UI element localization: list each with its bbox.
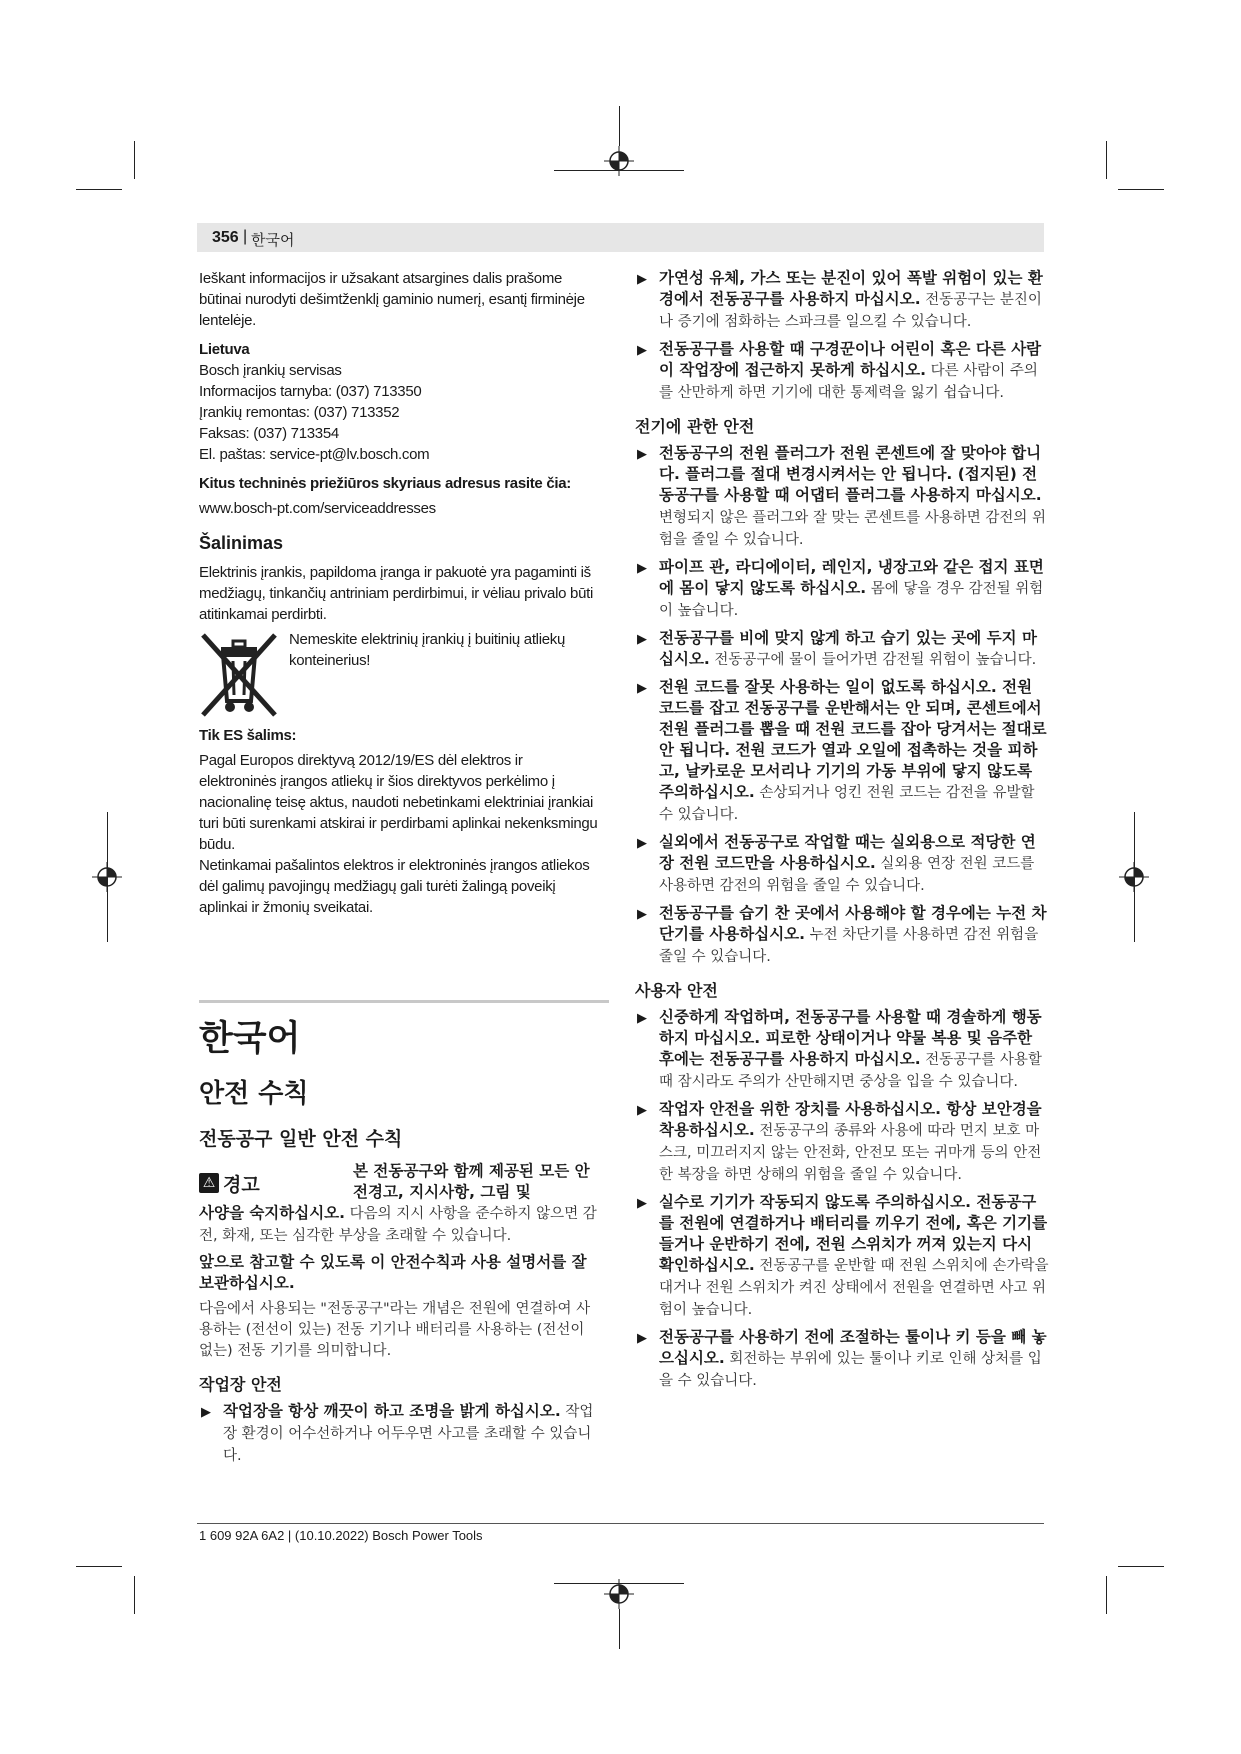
bullet-icon: ▶ bbox=[637, 1196, 647, 1211]
other-service-heading: Kitus techninės priežiūros skyriaus adresus rasite čia: bbox=[199, 475, 571, 492]
weee-block bbox=[199, 629, 603, 719]
disposal-heading: Šalinimas bbox=[199, 533, 284, 553]
list-item: ▶ 실수로 기기가 작동되지 않도록 주의하십시오. 전동공구를 전원에 연결하거나 배터리를 끼우기 전에, 혹은 기기를 들거나 운반하기 전에, 전원 스위치가 꺼져 있는지 다시 확인하십시오. 전동공구를 운반할 때 전원 스위치에 손가락을 대거나 전원 스위치가 켜진 상태에서 전원을 연결하면 사고 위험이 높습니다. bbox=[637, 1193, 1049, 1318]
list-item: ▶ 전동공구를 사용하기 전에 조절하는 툴이나 키 등을 빼 놓으십시오. 회전하는 부위에 있는 툴이나 키로 인해 상처를 입을 수 있습니다. bbox=[637, 1328, 1047, 1389]
crop-mark bbox=[134, 1576, 135, 1614]
contact-line: Informacijos tarnyba: (037) 713350 bbox=[199, 383, 422, 400]
bullet-icon: ▶ bbox=[201, 1405, 211, 1420]
list-item: ▶ 신중하게 작업하며, 전동공구를 사용할 때 경솔하게 행동하지 마십시오. 피로한 상태이거나 약물 복용 및 음주한 후에는 전동공구를 사용하지 마십시오. 전동공구를 사용할 때 잠시라도 주의가 산만해지면 중상을 입을 수 있습니다. bbox=[637, 1008, 1042, 1090]
crop-mark bbox=[1106, 141, 1107, 179]
warning-block bbox=[199, 1161, 603, 1203]
intro-paragraph: Ieškant informacijos ir užsakant atsargines dalis prašome būtinai nurodyti dešimtženklį gaminio numerį, esantį firminėje lentelėje. bbox=[199, 270, 585, 329]
list-item: ▶ 전원 코드를 잘못 사용하는 일이 없도록 하십시오. 전원 코드를 잡고 전동공구를 운반해서는 안 되며, 콘센트에서 전원 플러그를 뽑을 때 전원 코드를 잡아 당겨서는 절대로 안 됩니다. 전원 코드가 열과 오일에 접촉하는 것을 피하고, 날카로운 모서리나 기기의 가동 부위에 닿지 않도록 주의하십시오. 손상되거나 엉킨 전원 코드는 감전을 유발할 수 있습니다. bbox=[637, 678, 1047, 823]
eu-paragraph: Netinkamai pašalintos elektros ir elektroninės įrangos atliekos dėl galimų pavojingų medžiagų gali turėti žalingą poveikį aplinkai ir žmonių sveikatai. bbox=[199, 857, 590, 916]
disposal-paragraph: Elektrinis įrankis, papildoma įranga ir pakuotė yra pagaminti iš medžiagų, tinkančių antriniam perdirbimui, ir vėliau privalo būti atitinkamai perdirbti. bbox=[199, 564, 594, 623]
header-separator: | bbox=[243, 228, 248, 245]
country-heading: Lietuva bbox=[199, 341, 250, 358]
electrical-list bbox=[635, 443, 1049, 968]
bullet-icon: ▶ bbox=[637, 272, 647, 287]
contact-line: El. paštas: service-pt@lv.bosch.com bbox=[199, 446, 430, 463]
keep-instructions: 앞으로 참고할 수 있도록 이 안전수칙과 사용 설명서를 잘 보관하십시오. bbox=[199, 1253, 587, 1292]
workplace-heading: 작업장 안전 bbox=[199, 1375, 282, 1394]
header-language: 한국어 bbox=[251, 231, 295, 249]
bullet-icon: ▶ bbox=[637, 907, 647, 922]
service-url: www.bosch-pt.com/serviceaddresses bbox=[199, 500, 436, 517]
bullet-icon: ▶ bbox=[637, 632, 647, 647]
weee-note: Nemeskite elektrinių įrankių į buitinių atliekų konteinerius! bbox=[289, 631, 566, 669]
list-item: ▶ 파이프 관, 라디에이터, 레인지, 냉장고와 같은 접지 표면에 몸이 닿지 않도록 하십시오. 몸에 닿을 경우 감전될 위험이 높습니다. bbox=[637, 558, 1044, 619]
crop-mark bbox=[76, 189, 122, 190]
crop-mark bbox=[107, 812, 108, 942]
crop-mark bbox=[1118, 189, 1164, 190]
section-divider bbox=[199, 1000, 609, 1003]
crop-mark bbox=[1106, 1576, 1107, 1614]
crossed-bin-icon bbox=[199, 629, 279, 719]
bullet-icon: ▶ bbox=[637, 836, 647, 851]
registration-mark-icon bbox=[604, 146, 634, 176]
page-footer: 1 609 92A 6A2 | (10.10.2022) Bosch Power Tools bbox=[199, 1528, 483, 1543]
warning-continuation: 사양을 숙지하십시오. 다음의 지시 사항을 준수하지 않으면 감전, 화재, 또는 심각한 부상을 초래할 수 있습니다. bbox=[199, 1204, 597, 1244]
crop-mark bbox=[1134, 812, 1135, 942]
bullet-icon: ▶ bbox=[637, 1331, 647, 1346]
warning-icon: ⚠ bbox=[199, 1173, 219, 1193]
page-header bbox=[197, 223, 1044, 252]
crop-mark bbox=[619, 1609, 620, 1649]
warning-label: 경고 bbox=[223, 1173, 260, 1196]
list-item: ▶ 실외에서 전동공구로 작업할 때는 실외용으로 적당한 연장 전원 코드만을 사용하십시오. 실외용 연장 전원 코드를 사용하면 감전의 위험을 줄일 수 있습니다. bbox=[637, 833, 1036, 894]
list-item: ▶ 가연성 유체, 가스 또는 분진이 있어 폭발 위험이 있는 환경에서 전동공구를 사용하지 마십시오. 전동공구는 분진이나 증기에 점화하는 스파크를 일으킬 수 있습니다. bbox=[637, 269, 1043, 330]
page-number: 356 bbox=[212, 229, 239, 246]
user-safety-heading: 사용자 안전 bbox=[635, 981, 718, 1000]
contact-line: Faksas: (037) 713354 bbox=[199, 425, 339, 442]
left-column bbox=[199, 268, 603, 1473]
bullet-icon: ▶ bbox=[637, 681, 647, 696]
list-item: ▶ 전동공구를 사용할 때 구경꾼이나 어린이 혹은 다른 사람이 작업장에 접근하지 못하게 하십시오. 다른 사람이 주의를 산만하게 하면 기기에 대한 통제력을 잃기 쉽습니다. bbox=[637, 340, 1042, 401]
contact-line: Įrankių remontas: (037) 713352 bbox=[199, 404, 400, 421]
workplace-list-continued bbox=[635, 268, 1049, 404]
list-item: ▶ 작업장을 항상 깨끗이 하고 조명을 밝게 하십시오. 작업장 환경이 어수선하거나 어두우면 사고를 초래할 수 있습니다. bbox=[201, 1402, 594, 1464]
bullet-icon: ▶ bbox=[637, 561, 647, 576]
footer-divider bbox=[197, 1523, 1044, 1524]
eu-paragraph: Pagal Europos direktyvą 2012/19/ES dėl elektros ir elektroninės įrangos atliekų ir šios direktyvos perkėlimo į nacionalinę teisę aktus, naudoti nebetinkami elektriniai įrankiai turi būti surenkami atskirai ir perdirbami aplinkai nekenksmingu būdu. bbox=[199, 752, 598, 853]
right-column bbox=[635, 268, 1049, 1398]
list-item: ▶ 전동공구의 전원 플러그가 전원 콘센트에 잘 맞아야 합니다. 플러그를 절대 변경시켜서는 안 됩니다. (접지된) 전동공구를 사용할 때 어댑터 플러그를 사용하지 마십시오. 변형되지 않은 플러그와 잘 맞는 콘센트를 사용하면 감전의 위험을 줄일 수 있습니다. bbox=[637, 444, 1047, 548]
list-item: ▶ 작업자 안전을 위한 장치를 사용하십시오. 항상 보안경을 착용하십시오. 전동공구의 종류와 사용에 따라 먼지 보호 마스크, 미끄러지지 않는 안전화, 안전모 또는 귀마개 등의 안전한 복장을 하면 상해의 위험을 줄일 수 있습니다. bbox=[637, 1100, 1042, 1183]
electrical-safety-heading: 전기에 관한 안전 bbox=[635, 417, 755, 436]
bullet-icon: ▶ bbox=[637, 343, 647, 358]
bullet-icon: ▶ bbox=[637, 447, 647, 462]
eu-heading: Tik ES šalims: bbox=[199, 727, 297, 744]
term-definition: 다음에서 사용되는 "전동공구"라는 개념은 전원에 연결하여 사용하는 (전선이 있는) 전동 기기나 배터리를 사용하는 (전선이 없는) 전동 기기를 의미합니다. bbox=[199, 1301, 591, 1359]
crop-mark bbox=[554, 170, 684, 171]
warning-text: 본 전동공구와 함께 제공된 모든 안전경고, 지시사항, 그림 및 bbox=[353, 1162, 590, 1201]
contact-line: Bosch įrankių servisas bbox=[199, 362, 342, 379]
crop-mark bbox=[76, 1566, 122, 1567]
crop-mark bbox=[619, 106, 620, 146]
safety-heading: 안전 수칙 bbox=[199, 1079, 309, 1109]
user-safety-list bbox=[635, 1007, 1049, 1392]
bullet-icon: ▶ bbox=[637, 1011, 647, 1026]
list-item: ▶ 전동공구를 습기 찬 곳에서 사용해야 할 경우에는 누전 차단기를 사용하십시오. 누전 차단기를 사용하면 감전 위험을 줄일 수 있습니다. bbox=[637, 904, 1047, 965]
crop-mark bbox=[134, 141, 135, 179]
crop-mark bbox=[1118, 1566, 1164, 1567]
general-safety-heading: 전동공구 일반 안전 수칙 bbox=[199, 1128, 403, 1150]
crop-mark bbox=[554, 1583, 684, 1584]
workplace-list bbox=[199, 1401, 603, 1467]
bullet-icon: ▶ bbox=[637, 1103, 647, 1118]
language-title: 한국어 bbox=[199, 1019, 301, 1059]
list-item: ▶ 전동공구를 비에 맞지 않게 하고 습기 있는 곳에 두지 마십시오. 전동공구에 물이 들어가면 감전될 위험이 높습니다. bbox=[637, 629, 1037, 668]
